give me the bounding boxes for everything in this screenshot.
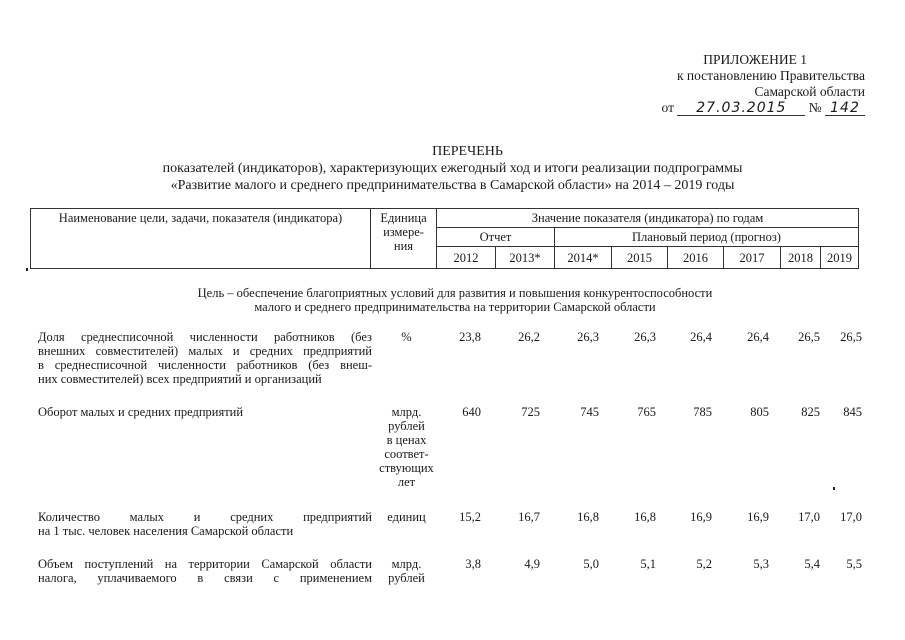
value-cell: 5,3 bbox=[753, 557, 769, 571]
indicator-unit bbox=[375, 330, 438, 344]
value-cell: 23,8 bbox=[459, 330, 481, 344]
name-line: Объем поступлений на территории Самарской области bbox=[38, 557, 372, 571]
header-plan-period: Плановый период (прогноз) bbox=[555, 228, 859, 247]
goal-line-2: малого и среднего предпринимательства на территории Самарской области bbox=[254, 300, 656, 314]
value-cell: 26,5 bbox=[840, 330, 862, 344]
title-perechen: ПЕРЕЧЕНЬ bbox=[432, 144, 503, 159]
indicator-name bbox=[38, 405, 372, 419]
header-report: Отчет bbox=[437, 228, 555, 247]
value-cell: 16,9 bbox=[747, 510, 769, 524]
unit-line: ствующих bbox=[379, 461, 434, 475]
value-cell: 15,2 bbox=[459, 510, 481, 524]
indicator-name bbox=[38, 510, 372, 538]
value-cell: 26,4 bbox=[690, 330, 712, 344]
name-line: Количество малых и средних предприятий bbox=[38, 510, 372, 524]
value-cell: 5,5 bbox=[846, 557, 862, 571]
name-line: налога, уплачиваемого в связи с применением bbox=[38, 571, 372, 585]
value-cell: 16,8 bbox=[577, 510, 599, 524]
appendix-decree-ref: к постановлению Правительства bbox=[676, 68, 865, 83]
name-line: внешних совместителей) малых и средних предприятий bbox=[38, 344, 372, 358]
value-cell: 725 bbox=[521, 405, 540, 419]
value-cell: 5,2 bbox=[696, 557, 712, 571]
year-cell: 2016 bbox=[668, 247, 724, 269]
appendix-block bbox=[625, 52, 865, 116]
unit-line: рублей bbox=[388, 571, 425, 585]
unit-line: лет bbox=[397, 475, 416, 489]
value-cell: 26,5 bbox=[798, 330, 820, 344]
value-cell: 745 bbox=[580, 405, 599, 419]
value-cell: 26,3 bbox=[634, 330, 656, 344]
goal-line-1: Цель – обеспечение благоприятных условий для развития и повышения конкурентоспособности bbox=[197, 286, 713, 300]
year-cell: 2019 bbox=[821, 247, 859, 269]
value-cell: 4,9 bbox=[524, 557, 540, 571]
year-cell: 2012 bbox=[437, 247, 496, 269]
header-name-column: Наименование цели, задачи, показателя (индикатора) bbox=[31, 209, 371, 269]
appendix-title: ПРИЛОЖЕНИЕ 1 bbox=[703, 52, 807, 67]
indicators-header-table bbox=[30, 208, 859, 269]
handwritten-date: 27.03.2015 bbox=[677, 101, 805, 116]
year-cell: 2013* bbox=[496, 247, 555, 269]
value-cell: 3,8 bbox=[465, 557, 481, 571]
value-cell: 17,0 bbox=[798, 510, 820, 524]
value-cell: 825 bbox=[801, 405, 820, 419]
title-subtitle-2: «Развитие малого и среднего предпринимательства в Самарской области» на 2014 – 2019 годы bbox=[170, 178, 735, 193]
year-cell: 2017 bbox=[724, 247, 781, 269]
value-cell: 26,2 bbox=[518, 330, 540, 344]
unit-line: млрд. bbox=[391, 557, 422, 571]
number-prefix: № bbox=[808, 100, 822, 115]
value-cell: 805 bbox=[750, 405, 769, 419]
name-line: Доля среднесписочной численности работников (без bbox=[38, 330, 372, 344]
unit-line: % bbox=[401, 330, 412, 344]
unit-line: в ценах bbox=[386, 433, 427, 447]
value-cell: 26,4 bbox=[747, 330, 769, 344]
handwritten-number: 142 bbox=[825, 101, 865, 116]
scan-speck bbox=[833, 487, 835, 490]
value-cell: 5,4 bbox=[804, 557, 820, 571]
indicator-unit bbox=[375, 557, 438, 585]
year-cell: 2015 bbox=[612, 247, 668, 269]
date-prefix: от bbox=[661, 100, 674, 115]
value-cell: 765 bbox=[637, 405, 656, 419]
indicator-name bbox=[38, 557, 372, 585]
name-line: в среднесписочной численности работников (без внеш- bbox=[38, 358, 372, 372]
name-line: на 1 тыс. человек населения Самарской области bbox=[38, 524, 294, 538]
indicator-unit bbox=[375, 405, 438, 489]
year-cell: 2014* bbox=[555, 247, 612, 269]
appendix-date-line bbox=[625, 100, 865, 116]
unit-line: млрд. bbox=[391, 405, 422, 419]
value-cell: 785 bbox=[693, 405, 712, 419]
header-unit-column: Единица измере-ния bbox=[371, 209, 437, 269]
value-cell: 16,9 bbox=[690, 510, 712, 524]
unit-line: соответ- bbox=[384, 447, 429, 461]
header-values-column: Значение показателя (индикатора) по годам bbox=[437, 209, 859, 228]
unit-line: рублей bbox=[388, 419, 425, 433]
name-line: Оборот малых и средних предприятий bbox=[38, 405, 244, 419]
title-subtitle-1: показателей (индикаторов), характеризующих ежегодный ход и итоги реализации подпрограммы bbox=[162, 161, 743, 176]
value-cell: 16,7 bbox=[518, 510, 540, 524]
value-cell: 16,8 bbox=[634, 510, 656, 524]
indicator-unit bbox=[375, 510, 438, 524]
appendix-region: Самарской области bbox=[754, 84, 865, 99]
year-cell: 2018 bbox=[781, 247, 821, 269]
value-cell: 5,1 bbox=[640, 557, 656, 571]
value-cell: 640 bbox=[462, 405, 481, 419]
unit-line: единиц bbox=[387, 510, 426, 524]
value-cell: 845 bbox=[843, 405, 862, 419]
name-line: них совместителей) всех предприятий и организаций bbox=[38, 372, 322, 386]
document-title bbox=[0, 143, 905, 194]
goal-statement bbox=[30, 286, 880, 314]
indicator-name bbox=[38, 330, 372, 386]
value-cell: 26,3 bbox=[577, 330, 599, 344]
scan-speck bbox=[26, 268, 28, 271]
value-cell: 5,0 bbox=[583, 557, 599, 571]
value-cell: 17,0 bbox=[840, 510, 862, 524]
